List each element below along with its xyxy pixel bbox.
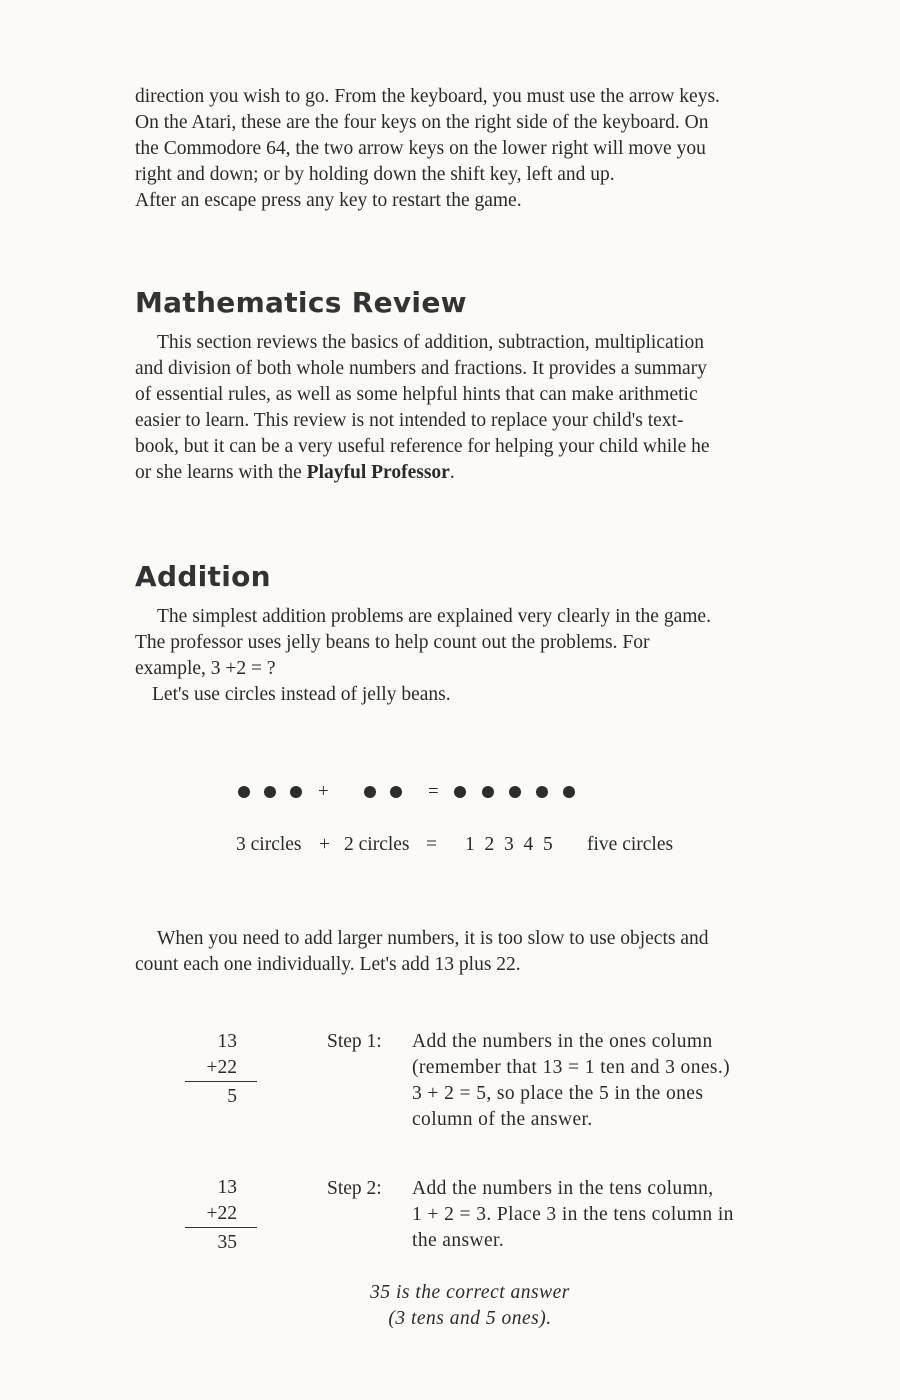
step2-text [412, 1176, 812, 1254]
text-line: column of the answer. [412, 1109, 593, 1130]
circle-dot [238, 786, 250, 798]
count-result: five circles [587, 834, 674, 855]
text-line: the Commodore 64, the two arrow keys on the lower right will move you [135, 138, 706, 159]
step2-sum [185, 1175, 257, 1256]
circle-dot [563, 786, 575, 798]
text-line: The professor uses jelly beans to help count out the problems. For [135, 632, 650, 653]
text-line: Add the numbers in the tens column, [412, 1178, 714, 1199]
text-line: book, but it can be a very useful reference for helping your child while he [135, 436, 710, 457]
equals-sign: = [428, 781, 439, 802]
sum-bottom: +22 [185, 1055, 257, 1082]
step1-text [412, 1029, 812, 1133]
text-line: 3 + 2 = 5, so place the 5 in the ones [412, 1083, 704, 1104]
answer-line: 35 is the correct answer [370, 1282, 570, 1303]
larger-numbers-paragraph [135, 926, 807, 978]
circle-dot [290, 786, 302, 798]
sum-bottom: +22 [185, 1201, 257, 1228]
addition-paragraph [135, 604, 807, 708]
text-line: the answer. [412, 1230, 505, 1251]
text-fragment: or she learns with the [135, 462, 307, 483]
text-line: easier to learn. This review is not intended to replace your child's text- [135, 410, 684, 431]
text-line: count each one individually. Let's add 13 plus 22. [135, 954, 521, 975]
circle-dot [482, 786, 494, 798]
step1-label: Step 1: [327, 1031, 382, 1052]
count-right: 2 circles [344, 834, 410, 855]
sum-result: 5 [227, 1086, 237, 1107]
circle-dot [509, 786, 521, 798]
count-plus: + [319, 834, 330, 855]
text-line: right and down; or by holding down the shift key, left and up. [135, 164, 615, 185]
circle-dot [264, 786, 276, 798]
text-line [135, 460, 807, 486]
step2-label: Step 2: [327, 1178, 382, 1199]
text-line: When you need to add larger numbers, it is too slow to use objects and [157, 928, 709, 949]
section-heading-math-review: Mathematics Review [135, 286, 467, 319]
circle-dot [364, 786, 376, 798]
answer-line: (3 tens and 5 ones). [388, 1308, 552, 1329]
text-line: After an escape press any key to restart the game. [135, 190, 522, 211]
product-name: Playful Professor [306, 462, 450, 483]
text-line: and division of both whole numbers and fractions. It provides a summary [135, 358, 707, 379]
plus-sign: + [318, 781, 329, 802]
circle-dot [454, 786, 466, 798]
section-heading-addition: Addition [135, 560, 271, 593]
circle-dot [390, 786, 402, 798]
count-equals: = [426, 834, 437, 855]
text-line: The simplest addition problems are explained very clearly in the game. [157, 606, 711, 627]
sum-result: 35 [217, 1232, 237, 1253]
text-line: example, 3 +2 = ? [135, 658, 276, 679]
intro-paragraph [135, 84, 807, 214]
step1-sum [185, 1029, 257, 1110]
text-fragment: . [449, 462, 455, 483]
sum-top: 13 [217, 1031, 237, 1052]
text-line: 1 + 2 = 3. Place 3 in the tens column in [412, 1204, 734, 1225]
sum-top: 13 [217, 1177, 237, 1198]
count-numbers: 1 2 3 4 5 [465, 834, 553, 855]
text-line: This section reviews the basics of addition, subtraction, multiplication [157, 332, 704, 353]
math-review-paragraph [135, 330, 807, 486]
text-line: Let's use circles instead of jelly beans. [152, 684, 451, 705]
text-line: direction you wish to go. From the keyboard, you must use the arrow keys. [135, 86, 720, 107]
count-left: 3 circles [236, 834, 302, 855]
text-line: Add the numbers in the ones column [412, 1031, 713, 1052]
circle-dot [536, 786, 548, 798]
text-line: On the Atari, these are the four keys on the right side of the keyboard. On [135, 112, 709, 133]
answer-note [300, 1280, 640, 1332]
text-line: (remember that 13 = 1 ten and 3 ones.) [412, 1057, 731, 1078]
text-line: of essential rules, as well as some helpful hints that can make arithmetic [135, 384, 698, 405]
